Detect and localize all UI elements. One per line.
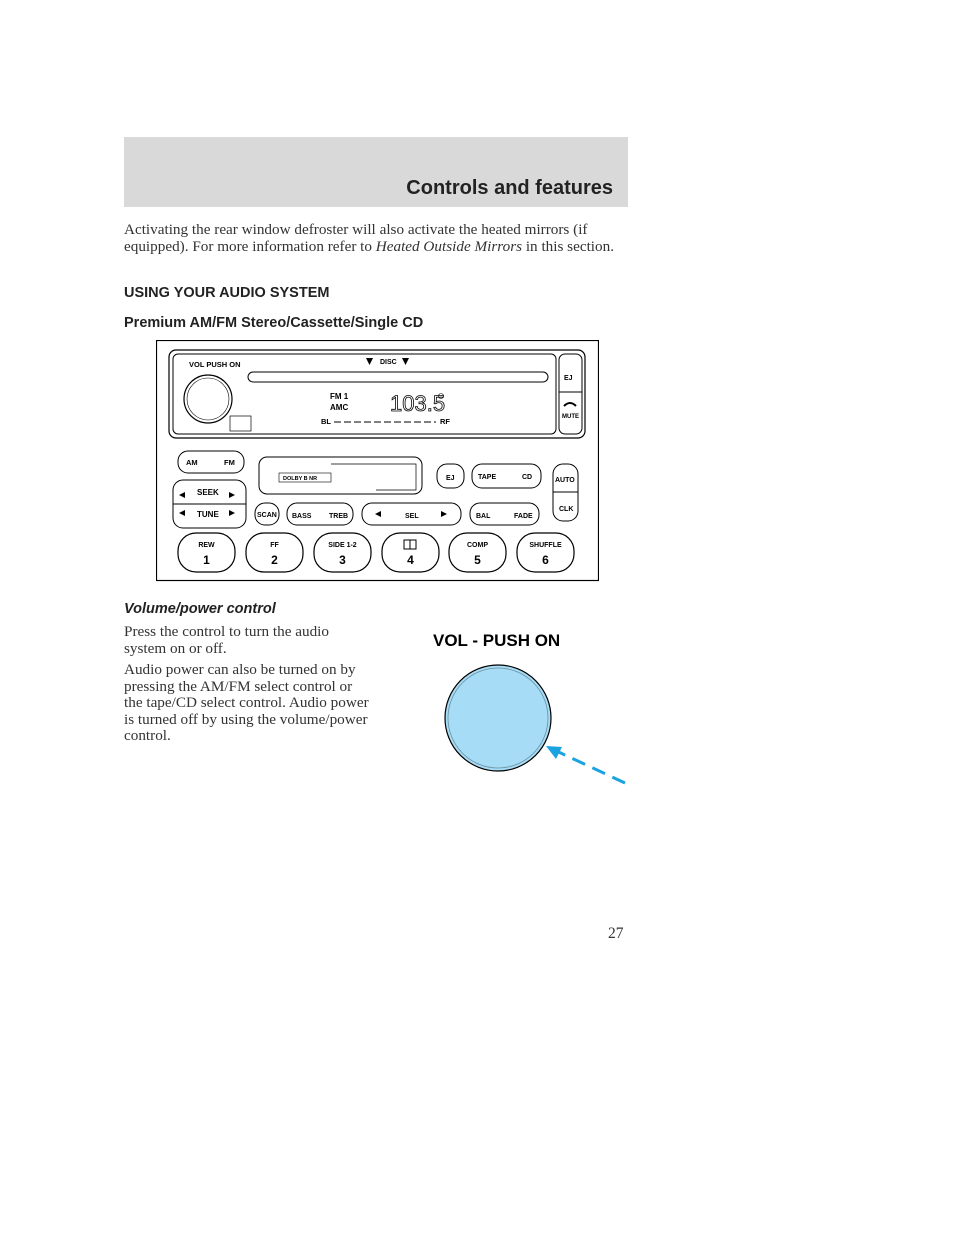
pointer-arrow-icon	[550, 748, 625, 783]
tune-label: TUNE	[197, 510, 219, 519]
intro-text-after: in this section.	[522, 238, 614, 255]
fm-label: FM	[224, 458, 235, 467]
cd-label: CD	[522, 474, 533, 481]
dolby-label: DOLBY B NR	[283, 476, 318, 482]
band-display: FM 1	[330, 392, 349, 401]
bass-label: BASS	[292, 513, 312, 520]
section-heading: USING YOUR AUDIO SYSTEM	[124, 285, 330, 301]
svg-text:3: 3	[339, 553, 346, 567]
amc-display: AMC	[330, 403, 349, 412]
subsection-heading: Premium AM/FM Stereo/Cassette/Single CD	[124, 315, 424, 331]
volume-heading: Volume/power control	[124, 601, 276, 617]
clk-label: CLK	[559, 506, 574, 513]
am-label: AM	[186, 458, 198, 467]
svg-text:SHUFFLE: SHUFFLE	[529, 542, 562, 549]
preset-3-button	[314, 533, 371, 572]
preset-1-button	[178, 533, 235, 572]
eject-tape-label: EJ	[446, 475, 455, 482]
volume-knob-figure	[420, 625, 635, 795]
fade-label: FADE	[514, 513, 533, 520]
preset-5-button	[449, 533, 506, 572]
eject-cd-button-label: EJ	[564, 375, 573, 382]
svg-text:5: 5	[474, 553, 481, 567]
mute-button-label: MUTE	[562, 414, 579, 420]
header-band	[124, 137, 628, 207]
volume-knob	[184, 375, 232, 423]
vol-push-on-label: VOL - PUSH ON	[433, 631, 561, 650]
cd-logo-icon	[230, 416, 251, 431]
disc-label: DISC	[380, 359, 397, 366]
page-number: 27	[608, 925, 624, 942]
intro-reference: Heated Outside Mirrors	[375, 238, 523, 255]
svg-text:4: 4	[407, 553, 414, 567]
volume-paragraph-2: Audio power can also be turned on by pressing the AM/FM select control or the tape/CD select control. Audio power is turned off by using the volume/power control.	[124, 661, 369, 744]
svg-text:FF: FF	[270, 542, 279, 549]
scan-label: SCAN	[257, 512, 277, 519]
sel-label: SEL	[405, 513, 419, 520]
radio-faceplate-diagram	[156, 340, 599, 582]
svg-text:2: 2	[271, 553, 278, 567]
preset-6-button	[517, 533, 574, 572]
intro-paragraph	[124, 221, 629, 255]
bl-label: BL	[321, 417, 331, 426]
svg-text:REW: REW	[198, 542, 215, 549]
preset-2-button	[246, 533, 303, 572]
tape-label: TAPE	[478, 474, 497, 481]
intro-text-before: Activating the rear window defroster will also activate the heated mirrors (if equipped). For more information refer to	[124, 221, 588, 255]
svg-text:COMP: COMP	[467, 542, 488, 549]
auto-label: AUTO	[555, 477, 575, 484]
volume-knob-icon	[445, 665, 551, 771]
volume-paragraph-1: Press the control to turn the audio system on or off.	[124, 623, 329, 657]
vol-label: VOL PUSH ON	[189, 360, 241, 369]
cd-slot	[248, 372, 548, 382]
rf-label: RF	[440, 417, 450, 426]
frequency-display: 103.5	[390, 391, 446, 416]
preset-4-button	[382, 533, 439, 572]
bal-label: BAL	[476, 513, 491, 520]
seek-label: SEEK	[197, 488, 219, 497]
svg-text:1: 1	[203, 553, 210, 567]
page-title: Controls and features	[406, 177, 613, 199]
svg-text:SIDE 1-2: SIDE 1-2	[328, 542, 357, 549]
treble-label: TREB	[329, 513, 349, 520]
svg-text:6: 6	[542, 553, 549, 567]
